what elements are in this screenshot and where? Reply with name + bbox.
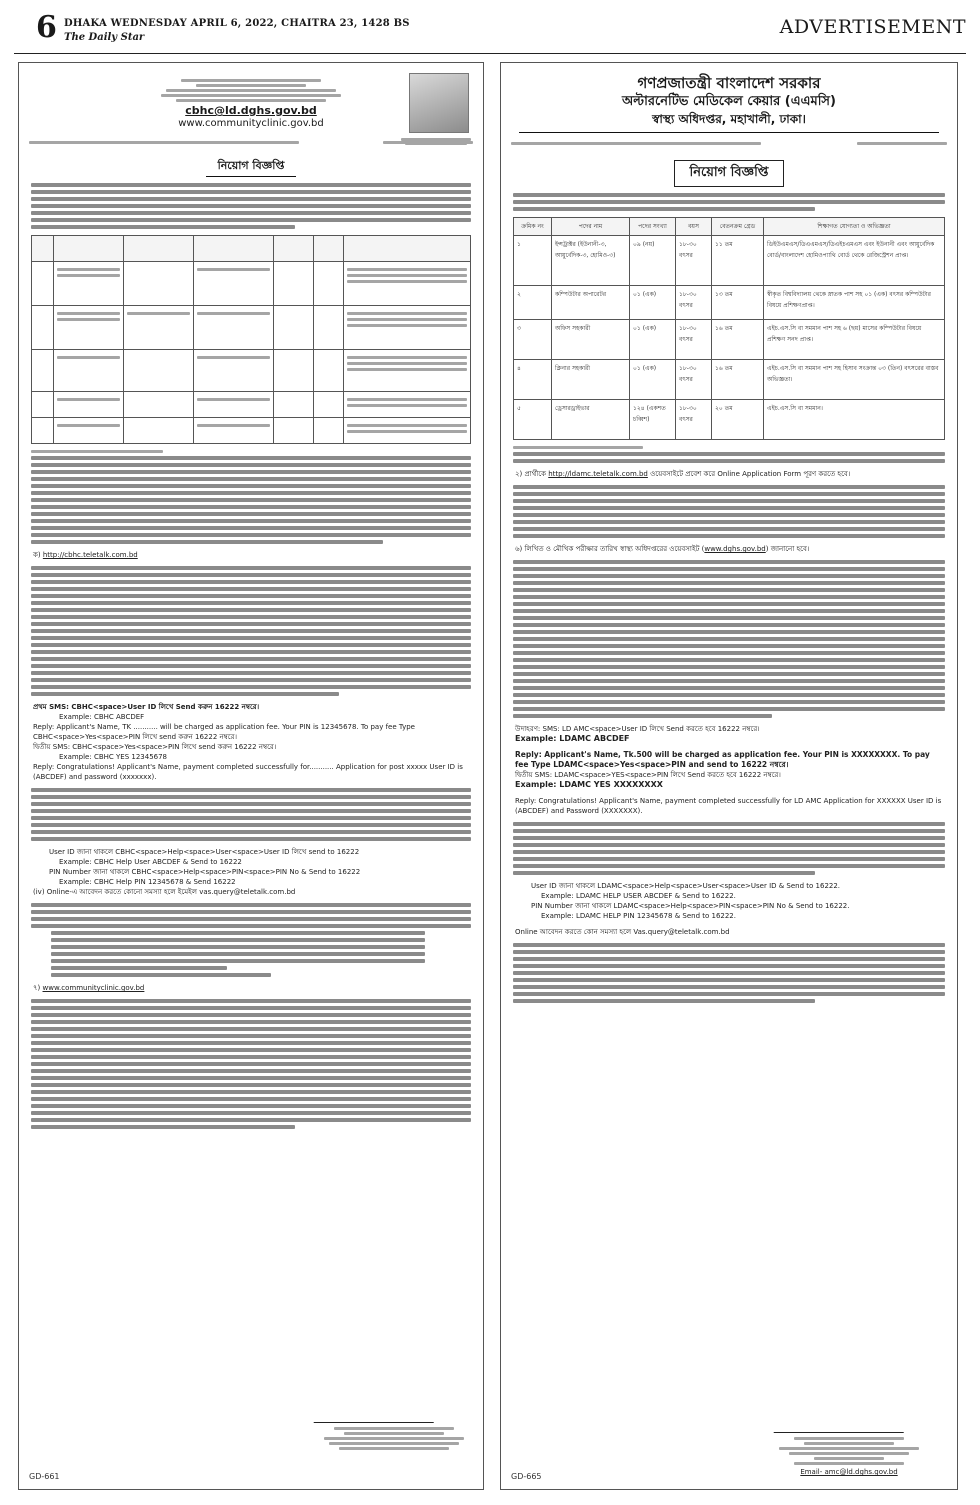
table-cell: এইচ.এস.সি বা সমমান। <box>764 400 945 440</box>
intro-paragraph <box>31 183 471 229</box>
table-cell: ০১ (এক) <box>630 286 676 320</box>
right-web-link[interactable]: www.dghs.gov.bd <box>704 545 766 553</box>
right-help1: User ID জানা থাকলে LDAMC<space>Help<space>User<space>User ID & Send to 16222. <box>531 882 841 890</box>
right-contact-email[interactable]: Email- amc@ld.dghs.gov.bd <box>800 1468 898 1476</box>
table-row <box>514 236 945 286</box>
right-help2-example: Example: LDAMC HELP PIN 12345678 & Send to 16222. <box>541 912 736 920</box>
right-conditions-1 <box>513 446 945 463</box>
right-help1-example: Example: LDAMC HELP USER ABCDEF & Send to 16222. <box>541 892 736 900</box>
table-cell: ১৬ তম <box>712 360 764 400</box>
right-reference-line <box>501 139 957 148</box>
table-row <box>514 320 945 360</box>
left-advertisement <box>18 62 484 1490</box>
left-reply2: Reply: Congratulations! Applicant's Name, payment completed successfully for........... Application for post xxxxx User ID is (ABCDEF) and password (xxxxxxx). <box>33 763 463 781</box>
right-conditions-5 <box>513 943 945 1003</box>
left-sms-example2: Example: CBHC YES 12345678 <box>59 753 168 761</box>
table-row <box>514 400 945 440</box>
table-cell: ক্লিনার সহকারী <box>552 360 630 400</box>
right-web-link-line: ৬) লিখিত ও মৌখিক পরীক্ষার তারিখ স্বাস্থ্য অধিদপ্তরের ওয়েবসাইট (www.dghs.gov.bd) জানানো হবে। <box>515 545 810 553</box>
right-ad-header <box>501 63 957 133</box>
right-sms-example2: Example: LDAMC YES XXXXXXXX <box>515 780 663 789</box>
left-notice-title: নিয়োগ বিজ্ঞপ্তি <box>206 157 296 177</box>
right-conditions-3 <box>513 560 945 718</box>
left-sms-example1: Example: CBHC ABCDEF <box>59 713 145 721</box>
table-cell: ৫ <box>514 400 552 440</box>
right-online-link[interactable]: http://ldamc.teletalk.com.bd <box>548 470 648 478</box>
left-help1-example: Example: CBHC Help User ABCDEF & Send to 16222 <box>59 858 242 866</box>
table-cell: অফিস সহকারী <box>552 320 630 360</box>
right-conditions-2 <box>513 485 945 538</box>
table-cell: ২ <box>514 286 552 320</box>
table-cell: স্বীকৃত বিশ্ববিদ্যালয় থেকে স্নাতক পাশ সহ ০১ (এক) বৎসর কম্পিউটার বিষয়ে প্রশিক্ষণপ্রাপ্ত। <box>764 286 945 320</box>
table-cell: ড্রেসারড্রাইভার <box>552 400 630 440</box>
table-cell: ১ <box>514 236 552 286</box>
table-cell: ০৯ (নয়) <box>630 236 676 286</box>
right-header-line3: স্বাস্থ্য অধিদপ্তর, মহাখালী, ঢাকা। <box>652 112 806 126</box>
right-header-line2: অল্টারনেটিভ মেডিকেল কেয়ার (এএমসি) <box>622 94 836 109</box>
right-sms2: দ্বিতীয় SMS: LDAMC<space>YES<space>PIN লিখে Send করতে হবে 16222 নম্বরে। <box>515 771 781 779</box>
signature-scribble <box>314 1393 445 1423</box>
signature-scribble <box>774 1403 915 1433</box>
th-grade: বেতনক্রম গ্রেড <box>712 218 764 236</box>
right-intro <box>513 193 945 211</box>
paper-name: The Daily Star <box>64 32 145 43</box>
th-serial: ক্রমিক নং <box>514 218 552 236</box>
portrait-image <box>409 73 469 133</box>
left-post-table <box>31 235 471 444</box>
apply-link-line: ক) http://cbhc.teletalk.com.bd <box>33 551 138 559</box>
left-ad-email[interactable]: cbhc@ld.dghs.gov.bd <box>185 104 317 117</box>
right-advertisement <box>500 62 958 1490</box>
conditions-block-2 <box>31 566 471 696</box>
table-cell: ৪ <box>514 360 552 400</box>
table-cell: ০১ (এক) <box>630 360 676 400</box>
right-online-link-line: ২) প্রার্থীকে http://ldamc.teletalk.com.bd ওয়েবসাইটে প্রবেশ করে Online Application Form পূরণ করতে হবে। <box>515 470 851 478</box>
table-cell: ১৮-৩০ বৎসর <box>676 400 712 440</box>
page-number: 6 <box>36 10 57 45</box>
table-cell: ১২৪ (একশত চব্বিশ) <box>630 400 676 440</box>
conditions-block-5 <box>31 999 471 1129</box>
right-post-table <box>513 217 945 440</box>
masthead <box>14 10 966 54</box>
left-ad-website[interactable]: www.communityclinic.gov.bd <box>178 118 324 129</box>
left-signature <box>319 1393 469 1452</box>
left-sms-second: দ্বিতীয় SMS: CBHC<space>Yes<space>PIN লিখে send করুন 16222 নম্বরে। <box>33 743 277 751</box>
dateline: DHAKA WEDNESDAY APRIL 6, 2022, CHAITRA 23, 1428 BS <box>64 18 410 29</box>
th-count: পদের সংখ্যা <box>630 218 676 236</box>
left-sms-heading: প্রথম SMS: CBHC<space>User ID লিখে Send করুন 16222 নম্বরে। <box>33 703 260 711</box>
right-conditions-4 <box>513 822 945 875</box>
table-cell: ১৮-৩০ বৎসর <box>676 236 712 286</box>
table-cell: ১১ তম <box>712 236 764 286</box>
table-cell: এইচ.এস.সি বা সমমান পাশ সহ ৬ (ছয়) মাসের কম্পিউটার বিষয়ে প্রশিক্ষণ সনদ প্রাপ্ত। <box>764 320 945 360</box>
table-cell: ডিইউএমএস/ডিএএমএস/ডিএইচএমএস এবং ইউনানী এবং আয়ুর্বেদিক বোর্ড/বাংলাদেশ হোমিওপ্যাথি বোর্ড থেকে রেজিস্ট্রেশন প্রাপ্ত। <box>764 236 945 286</box>
th-post: পদের নাম <box>552 218 630 236</box>
right-reply2: Reply: Congratulations! Applicant's Name, payment completed successfully for LD AMC Application for XXXXXX User ID is (ABCDEF) and Password (XXXXXXX). <box>515 797 942 815</box>
right-reply1: Reply: Applicant's Name, Tk.500 will be charged as application fee. Your PIN is XXXXXXXX. To pay fee Type LDAMC<space>Yes<space>PIN and send to 16222 নম্বরে। <box>515 750 930 769</box>
right-signature <box>759 1403 939 1477</box>
right-sms-example1: Example: LDAMC ABCDEF <box>515 734 630 743</box>
table-cell: ইন্সট্রাক্টর (ইউনানী-৩, আয়ুর্বেদিক-৩, হোমিও-৩) <box>552 236 630 286</box>
left-help2: PIN Number জানা থাকলে CBHC<space>Help<space>PIN<space>PIN No & Send to 16222 <box>49 868 361 876</box>
conditions-block-3 <box>31 788 471 841</box>
table-cell: কম্পিউটার অপারেটর <box>552 286 630 320</box>
th-qualification: শিক্ষাগত যোগ্যতা ও অভিজ্ঞতা <box>764 218 945 236</box>
table-cell: ১৮-৩০ বৎসর <box>676 320 712 360</box>
table-row <box>514 360 945 400</box>
portrait-caption <box>391 137 481 146</box>
left-query: (iv) Online-এ আবেদন করতে কোনো সমস্যা হলে ইমেইল vas.query@teletalk.com.bd <box>33 888 296 896</box>
right-notice-title: নিয়োগ বিজ্ঞপ্তি <box>674 160 784 187</box>
section-title: ADVERTISEMENT <box>779 16 966 38</box>
left-reply1: Reply: Applicant's Name, TK ........... will be charged as application fee. Your PIN is 12345678. To pay fee Type CBHC<space>Yes<space>PIN লিখে send করুন 16222 নম্বরে। <box>33 723 415 741</box>
table-cell: ১৬ তম <box>712 320 764 360</box>
left-help2-example: Example: CBHC Help PIN 12345678 & Send 16222 <box>59 878 236 886</box>
table-cell: ১৮-৩০ বৎসর <box>676 286 712 320</box>
right-sms1: উদাহরণ: SMS: LD AMC<space>User ID লিখে Send করতে হবে 16222 নম্বরে। <box>515 725 760 733</box>
left-apply-link[interactable]: http://cbhc.teletalk.com.bd <box>42 551 138 559</box>
conditions-block-1 <box>31 450 471 544</box>
left-help1: User ID জানা থাকলে CBHC<space>Help<space>User<space>User ID লিখে send to 16222 <box>49 848 360 856</box>
right-header-line1: গণপ্রজাতন্ত্রী বাংলাদেশ সরকার <box>637 74 821 92</box>
table-cell: ১৩ তম <box>712 286 764 320</box>
table-cell: ২০ তম <box>712 400 764 440</box>
right-query: Online আবেদন করতে কোন সমস্যা হলে Vas.query@teletalk.com.bd <box>515 928 730 936</box>
left-web-link[interactable]: www.communityclinic.gov.bd <box>42 984 145 992</box>
table-cell: ৩ <box>514 320 552 360</box>
table-cell: এইচ.এস.সি বা সমমান পাশ সহ হিসাব সংক্রান্ত ০৩ (তিন) বৎসরের বাস্তব অভিজ্ঞতা। <box>764 360 945 400</box>
left-website-line: ৭) www.communityclinic.gov.bd <box>33 984 145 992</box>
table-row <box>514 286 945 320</box>
left-gd-code: GD-661 <box>29 1472 60 1481</box>
right-help2: PIN Number জানা থাকলে LDAMC<space>Help<space>PIN<space>PIN No & Send to 16222. <box>531 902 850 910</box>
table-cell: ০১ (এক) <box>630 320 676 360</box>
conditions-block-4 <box>31 903 471 977</box>
right-gd-code: GD-665 <box>511 1472 542 1481</box>
table-cell: ১৮-৩০ বৎসর <box>676 360 712 400</box>
th-age: বয়স <box>676 218 712 236</box>
